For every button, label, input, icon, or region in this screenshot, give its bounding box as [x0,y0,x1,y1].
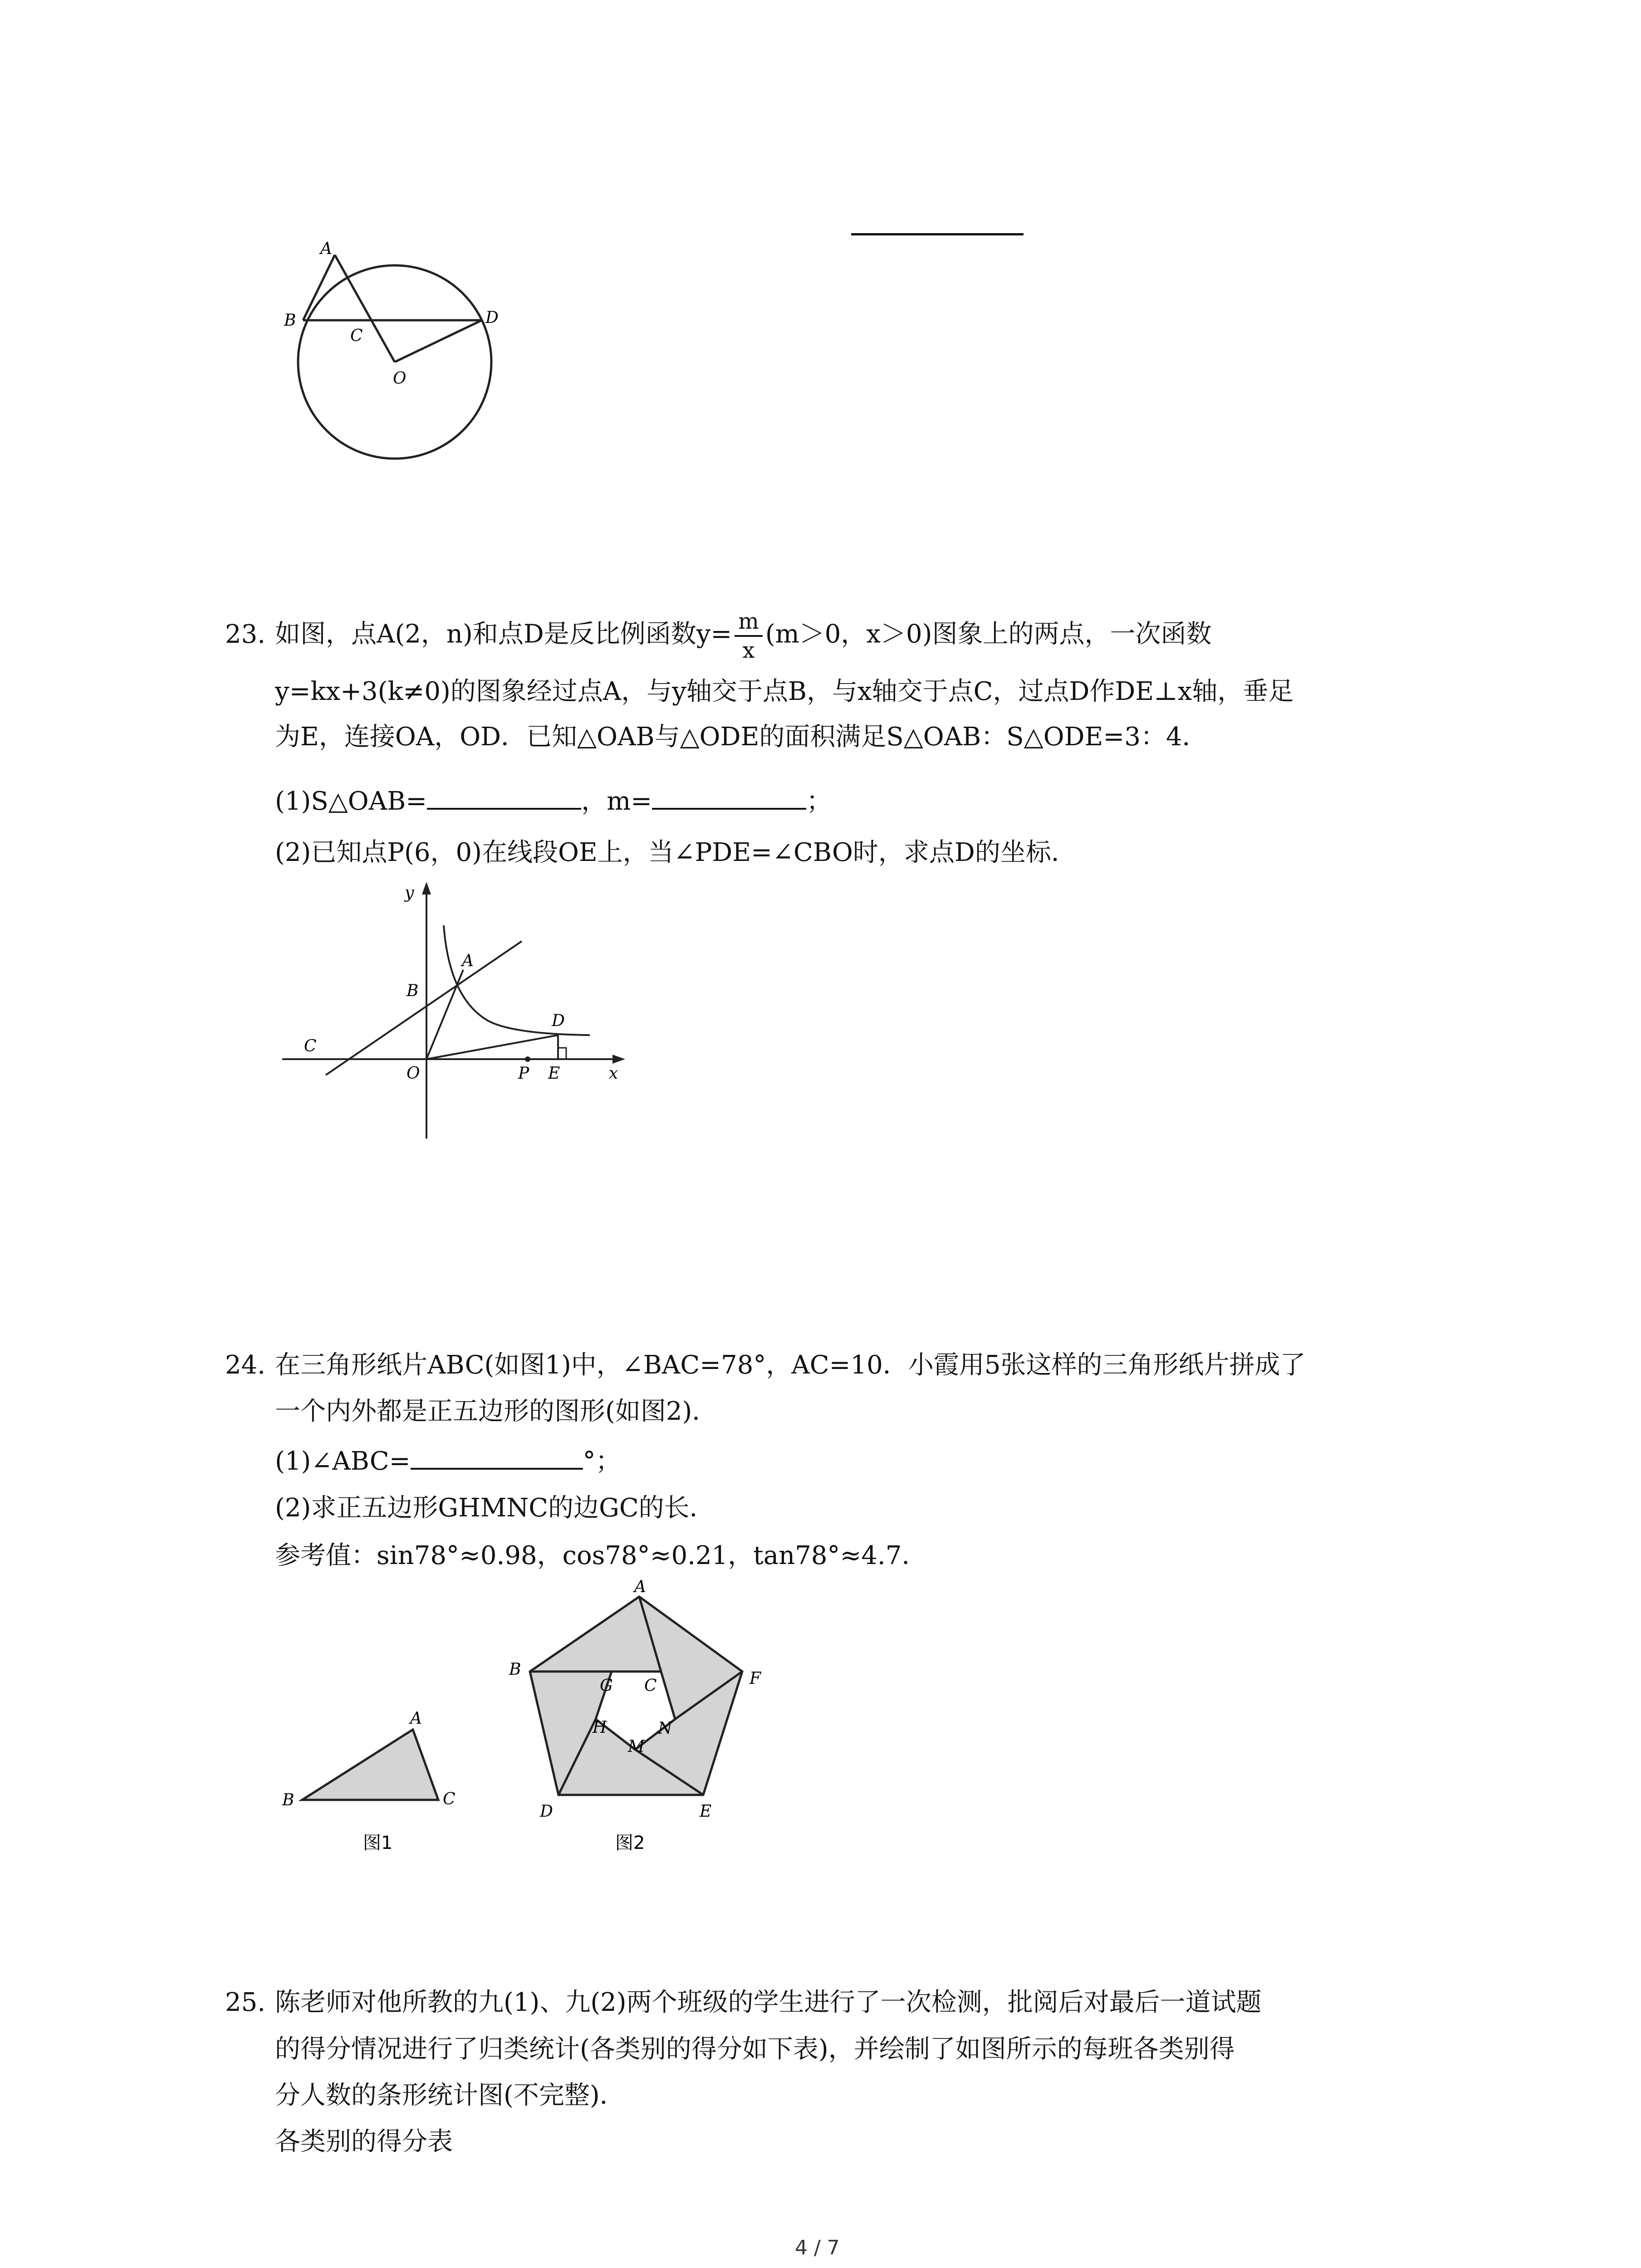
q24-text-1: 在三角形纸片ABC(如图1)中，∠BAC=78°，AC=10．小霞用5张这样的三角形纸片拼成了 [275,1350,1306,1380]
q24-fig2-label-a: A [634,1578,646,1596]
q24-fig1-triangle [302,1730,438,1800]
q23-segment-oa [426,970,463,1059]
q23-label-c: C [304,1037,317,1056]
q22-label-c: C [350,327,363,345]
q24-fig2-label-d: D [540,1802,553,1821]
q23-label-o: O [407,1064,420,1083]
q22-label-b: B [284,311,296,330]
q23-right-angle-mark [558,1048,566,1059]
q24-fig2-label-m: M [628,1737,645,1756]
q22-label-d: D [485,308,499,327]
q25-number: 25. [225,1988,266,2017]
q24-fig1-label-c: C [443,1790,456,1809]
q23-x-arrow [612,1055,625,1064]
q24-fig2-label-f: F [749,1669,761,1688]
q22-label-o: O [393,369,407,388]
q24-fig1-label-a: A [410,1709,422,1728]
q25-line3: 分人数的条形统计图(不完整)． [275,2081,625,2110]
q22-circle-figure [272,227,526,481]
q24-fig2-label-c: C [644,1677,657,1695]
q23-label-y: y [405,884,414,902]
q24-fig2-label-g: G [600,1677,613,1695]
q23-segment-od [426,1035,558,1059]
q22-segment-ab [303,255,335,320]
q23-point-p [525,1056,530,1062]
q25-line4: 各类别的得分表 [275,2127,453,2156]
q23-blank-m[interactable] [652,782,806,810]
q24-fig2-label-b: B [509,1660,521,1679]
q24-fig1-caption: 图1 [363,1833,393,1853]
q23-line2: y=kx+3(k≠0)的图象经过点A，与y轴交于点B，与x轴交于点C，过点D作DE⊥x轴，垂足 [275,677,1294,706]
q25-line2: 的得分情况进行了归类统计(各类别的得分如下表)，并绘制了如图所示的每班各类别得 [275,2034,1235,2064]
q23-frac-den: x [742,638,755,663]
q23-graph-figure [272,875,635,1148]
q25-text-1: 陈老师对他所教的九(1)、九(2)两个班级的学生进行了一次检测，批阅后对最后一道试题 [275,1988,1262,2017]
q22-answer-blank[interactable] [851,213,1024,235]
q24-blank-angle[interactable] [411,1442,583,1470]
q24-fig2-label-n: N [658,1719,672,1738]
q23-part1-text-a: (1)S△OAB= [275,787,427,816]
q23-number: 23. [225,619,266,649]
page-number: 4 / 7 [795,2236,840,2259]
q24-fig2-label-e: E [700,1802,712,1821]
q23-fraction [735,608,763,664]
q24-number: 24. [225,1350,266,1380]
q23-text-1b: (m＞0，x＞0)图象上的两点，一次函数 [765,619,1212,649]
q23-text-1a: 如图，点A(2，n)和点D是反比例函数y= [275,619,732,649]
q24-fig2-caption: 图2 [615,1833,645,1853]
q24-line1 [225,1347,1305,1383]
q23-part2: (2)已知点P(6，0)在线段OE上，当∠PDE=∠CBO时，求点D的坐标． [275,838,1077,867]
q23-label-d: D [552,1012,565,1030]
q23-blank-area[interactable] [427,782,581,810]
q24-figure-2 [490,1569,798,1869]
q24-part1-text-b: °； [583,1447,621,1476]
q23-frac-num: m [735,608,763,637]
q23-part1-text-c: ； [806,787,832,816]
q23-part1 [275,782,832,820]
q24-part1-text-a: (1)∠ABC= [275,1447,411,1476]
q24-figure-1 [272,1696,490,1869]
q23-part1-text-b: ，m= [581,787,652,816]
q24-line2: 一个内外都是正五边形的图形(如图2)． [275,1397,718,1426]
q23-line3: 为E，连接OA，OD．已知△OAB与△ODE的面积满足S△OAB：S△ODE=3：4． [275,722,1208,752]
q23-label-e: E [548,1064,560,1083]
q24-part1 [275,1442,621,1480]
q23-line-kx3 [326,941,522,1075]
q23-line1 [225,608,1211,664]
q23-label-x: x [609,1064,618,1083]
q23-label-b: B [407,982,419,1000]
q22-segment-od [395,320,482,362]
q24-fig2-label-h: H [593,1718,607,1737]
q22-label-a: A [320,240,332,258]
q23-label-p: P [518,1064,529,1083]
q24-part2: (2)求正五边形GHMNC的边GC的长． [275,1493,715,1523]
q23-label-a: A [462,952,474,970]
q24-fig1-label-b: B [282,1791,294,1809]
q23-y-arrow [422,882,431,894]
q25-line1 [225,1984,1262,2021]
q24-reference: 参考值：sin78°≈0.98，cos78°≈0.21，tan78°≈4.7． [275,1541,927,1570]
